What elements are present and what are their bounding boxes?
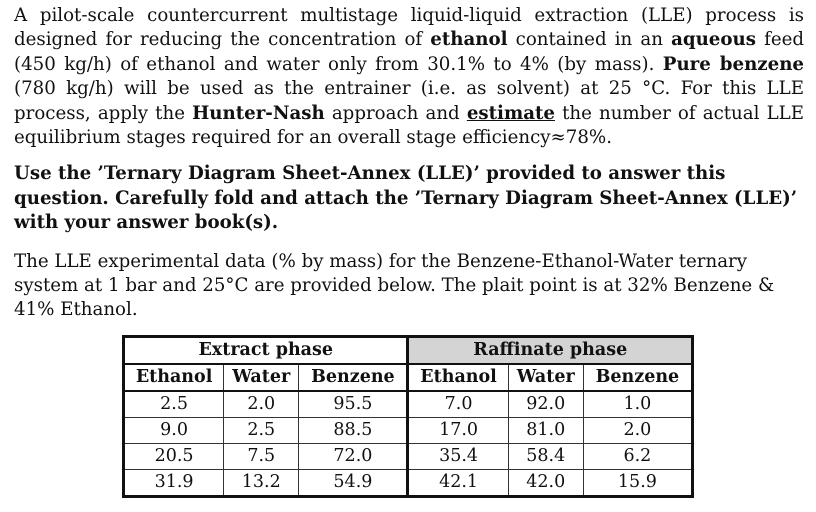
table-cell: 13.2 — [224, 470, 299, 497]
table-cell: 42.1 — [408, 470, 508, 497]
table-cell: 72.0 — [299, 444, 408, 470]
problem-statement — [14, 4, 804, 150]
table-cell: 17.0 — [408, 418, 508, 444]
raffinate-phase-header: Raffinate phase — [408, 337, 693, 365]
text-segment: the number of actual LLE equilibrium stages required for an overall stage efficiency≈78%. — [14, 102, 804, 149]
bold-term-hunter-nash: Hunter-Nash — [192, 102, 325, 124]
table-cell: 20.5 — [124, 444, 224, 470]
table-cell: 7.5 — [224, 444, 299, 470]
column-header: Benzene — [583, 364, 692, 391]
column-header: Water — [508, 364, 583, 391]
table-cell: 42.0 — [508, 470, 583, 497]
bold-term-aqueous: aqueous — [671, 29, 756, 51]
text-segment: contained in an — [507, 29, 672, 51]
extract-phase-header: Extract phase — [124, 337, 408, 365]
column-header: Water — [224, 364, 299, 391]
table-cell: 1.0 — [583, 391, 692, 418]
table-cell: 2.5 — [124, 391, 224, 418]
bold-underlined-estimate: estimate — [466, 102, 555, 124]
table-cell: 58.4 — [508, 444, 583, 470]
table-cell: 7.0 — [408, 391, 508, 418]
lle-data-table-wrapper — [122, 335, 694, 498]
table-group-header-row — [124, 337, 693, 365]
bold-term-pure-benzene: Pure benzene — [662, 53, 804, 75]
bold-term-ethanol: ethanol — [430, 29, 508, 51]
table-cell: 6.2 — [583, 444, 692, 470]
data-description: The LLE experimental data (% by mass) for the Benzene-Ethanol-Water ternary system at 1 bar and 25°C are provided below. The plait point is at 32% Benzene & 41% Ethanol. — [14, 250, 775, 321]
table-cell: 54.9 — [299, 470, 408, 497]
question-text — [14, 4, 804, 323]
text-segment: A pilot-scale countercurrent multistage liquid-liquid extraction (LLE) process is designed for reducing the concentration of — [14, 5, 804, 51]
text-segment: (780 kg/h) will be used as the entrainer (i.e. as solvent) at 25 °C. For this LLE process, apply the — [14, 78, 804, 124]
lle-data-table — [122, 335, 694, 498]
table-cell: 2.5 — [224, 418, 299, 444]
table-cell: 9.0 — [124, 418, 224, 444]
column-header: Ethanol — [408, 364, 508, 391]
table-cell: 2.0 — [583, 418, 692, 444]
column-header: Ethanol — [124, 364, 224, 391]
annex-instruction: Use the ’Ternary Diagram Sheet-Annex (LLE)’ provided to answer this question. Carefully fold and attach the ’Ternary Diagram Sheet-Annex (LLE)’ with your answer book(s). — [14, 163, 798, 234]
table-row — [124, 444, 693, 470]
text-segment: approach and — [324, 102, 467, 124]
table-cell: 35.4 — [408, 444, 508, 470]
table-cell: 2.0 — [224, 391, 299, 418]
column-header: Benzene — [299, 364, 408, 391]
text-segment: feed (450 kg/h) of ethanol and water only from 30.1% to 4% (by mass). — [14, 29, 805, 75]
table-column-header-row — [124, 364, 693, 391]
table-cell: 15.9 — [583, 470, 692, 497]
table-cell: 92.0 — [508, 391, 583, 418]
table-row — [124, 391, 693, 418]
table-row — [124, 418, 693, 444]
table-row — [124, 470, 693, 497]
table-cell: 95.5 — [299, 391, 408, 418]
table-cell: 31.9 — [124, 470, 224, 497]
table-cell: 81.0 — [508, 418, 583, 444]
table-cell: 88.5 — [299, 418, 408, 444]
